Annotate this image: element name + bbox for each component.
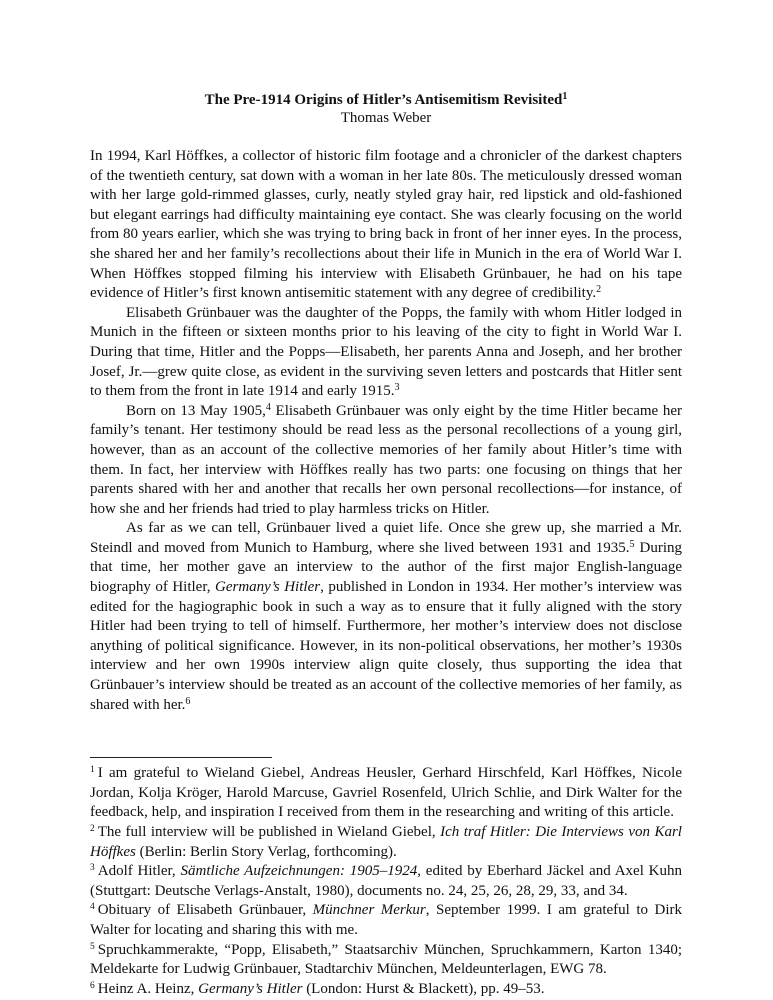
paragraph bbox=[90, 147, 682, 304]
text-run: As far as we can tell, Grünbauer lived a quiet life. Once she grew up, she married a Mr. Steindl and moved from Munich to Hamburg, where she lived between 1931 and 1935. bbox=[90, 520, 682, 556]
footnote bbox=[90, 941, 682, 980]
text-run: The full interview will be published in Wieland Giebel, bbox=[97, 824, 441, 840]
text-run: , September 1999. I am grateful to Dirk Walter for locating and sharing this with me. bbox=[90, 902, 682, 938]
article-title-text: The Pre-1914 Origins of Hitler’s Antisemitism Revisited bbox=[204, 92, 563, 108]
text-run: Elisabeth Grünbauer was only eight by the time Hitler became her family’s tenant. Her testimony should be read less as the personal recollections of a young girl, however, than as an account of the collective memories of her family about Hitler’s time with them. In fact, her interview with Höffkes really has two parts: one focusing on things that her parents shared with her and another that recalls her own personal recollections—for instance, of how she and her friends had tried to play harmless tricks on Hitler. bbox=[90, 402, 683, 517]
italic-title: Sämtliche Aufzeichnungen: 1905–1924 bbox=[180, 863, 418, 880]
author-name: Thomas Weber bbox=[340, 110, 432, 126]
text-run: I am grateful to Wieland Giebel, Andreas Heusler, Gerhard Hirschfeld, Karl Höffkes, Nicole Jordan, Kolja Kröger, Harold Marcuse, Gavriel Rosenfeld, Ulrich Schlie, and Dirk Walter for the feedback, help, and inspiration I received from them in the researching and writing of this article. bbox=[90, 765, 682, 821]
text-run: In 1994, Karl Höffkes, a collector of historic film footage and a chronicler of the darkest chapters of the twentieth century, sat down with a woman in her late 80s. The meticulously dressed woman with her large gold-rimmed glasses, curly, neatly styled gray hair, red lipstick and old-fashioned but elegant earrings had difficulty maintaining eye contact. She was clearly focusing on the world from 80 years earlier, which she was trying to bring back in front of her inner eyes. In the process, she shared her and her family’s recollections about their life in Munich in the era of World War I. When Höffkes stopped filming his interview with Elisabeth Grünbauer, he had on his tape evidence of Hitler’s first known antisemitic statement with any degree of credibility. bbox=[90, 148, 682, 302]
text-run: Adolf Hitler, bbox=[97, 863, 181, 880]
footnotes bbox=[90, 764, 682, 999]
footnote-divider bbox=[90, 757, 272, 758]
italic-title: Germany’s Hitler bbox=[215, 579, 321, 596]
text-run: Elisabeth Grünbauer was the daughter of the Popps, the family with whom Hitler lodged in Munich in the fifteen or sixteen months prior to his leaving of the city to fight in World War I. During that time, Hitler and the Popps—Elisabeth, her parents Anna and Joseph, and her brother Josef, Jr.—grew quite close, as evident in the surviving seven letters and postcards that Hitler sent to them from the front in late 1914 and early 1915. bbox=[90, 304, 682, 400]
footnote-ref[interactable]: 2 bbox=[596, 284, 602, 296]
text-run: , published in London in 1934. Her mother’s interview was edited for the hagiographic book in such a way as to ensure that it fully aligned with the story Hitler had been trying to tell of himself. Furthermore, her mother’s interview does not disclose anything of political significance. However, in its non-political observations, her mother’s 1930s interview and her own 1990s interview align quite closely, thus supporting the idea that Grünbauer’s interview should be treated as an account of the collective memories of her family, as shared with her. bbox=[90, 579, 683, 713]
article-title bbox=[90, 92, 682, 109]
footnote-number: 2 bbox=[90, 824, 95, 834]
italic-title: Ich traf Hitler: Die Interviews von Karl Höffkes bbox=[90, 824, 682, 860]
footnote-number: 5 bbox=[90, 941, 95, 952]
document-page bbox=[90, 92, 682, 999]
text-run: (Berlin: Berlin Story Verlag, forthcoming). bbox=[135, 843, 397, 860]
footnote-ref[interactable]: 4 bbox=[265, 401, 271, 413]
footnote-number: 6 bbox=[90, 980, 95, 991]
footnote bbox=[90, 980, 682, 1000]
paragraph bbox=[90, 304, 682, 402]
footnote-number: 3 bbox=[90, 863, 95, 874]
article-body bbox=[90, 147, 682, 715]
paragraph bbox=[90, 519, 682, 715]
footnote-number: 4 bbox=[90, 902, 95, 913]
text-run: Born on 13 May 1905, bbox=[126, 402, 266, 419]
text-run: Obituary of Elisabeth Grünbauer, bbox=[97, 902, 313, 919]
footnote-ref[interactable]: 3 bbox=[394, 382, 400, 394]
title-footnote-ref[interactable]: 1 bbox=[562, 91, 568, 102]
text-run: (London: Hurst & Blackett), pp. 49–53. bbox=[302, 980, 545, 997]
text-run: Heinz A. Heinz, bbox=[97, 980, 199, 997]
paragraph bbox=[90, 402, 682, 520]
footnote bbox=[90, 862, 682, 901]
text-run: Spruchkammerakte, “Popp, Elisabeth,” Staatsarchiv München, Spruchkammern, Karton 1340; Meldekarte for Ludwig Grünbauer, Stadtarchiv München, Meldeunterlagen, EWG 78. bbox=[90, 941, 682, 978]
text-run: During that time, her mother gave an interview to the author of the first major English-language biography of Hitler, bbox=[90, 539, 683, 596]
italic-title: Germany’s Hitler bbox=[198, 980, 303, 997]
title-block bbox=[90, 92, 682, 127]
text-run: , edited by Eberhard Jäckel and Axel Kuhn (Stuttgart: Deutsche Verlags-Anstalt, 1980), documents no. 24, 25, 26, 28, 29, 33, and 34. bbox=[90, 863, 683, 899]
footnote-ref[interactable]: 5 bbox=[629, 538, 635, 550]
footnote-number: 1 bbox=[90, 765, 95, 776]
footnote-ref[interactable]: 6 bbox=[185, 695, 191, 707]
footnote bbox=[90, 823, 682, 862]
footnote bbox=[90, 901, 682, 940]
footnote bbox=[90, 764, 682, 823]
italic-title: Münchner Merkur bbox=[312, 902, 426, 919]
